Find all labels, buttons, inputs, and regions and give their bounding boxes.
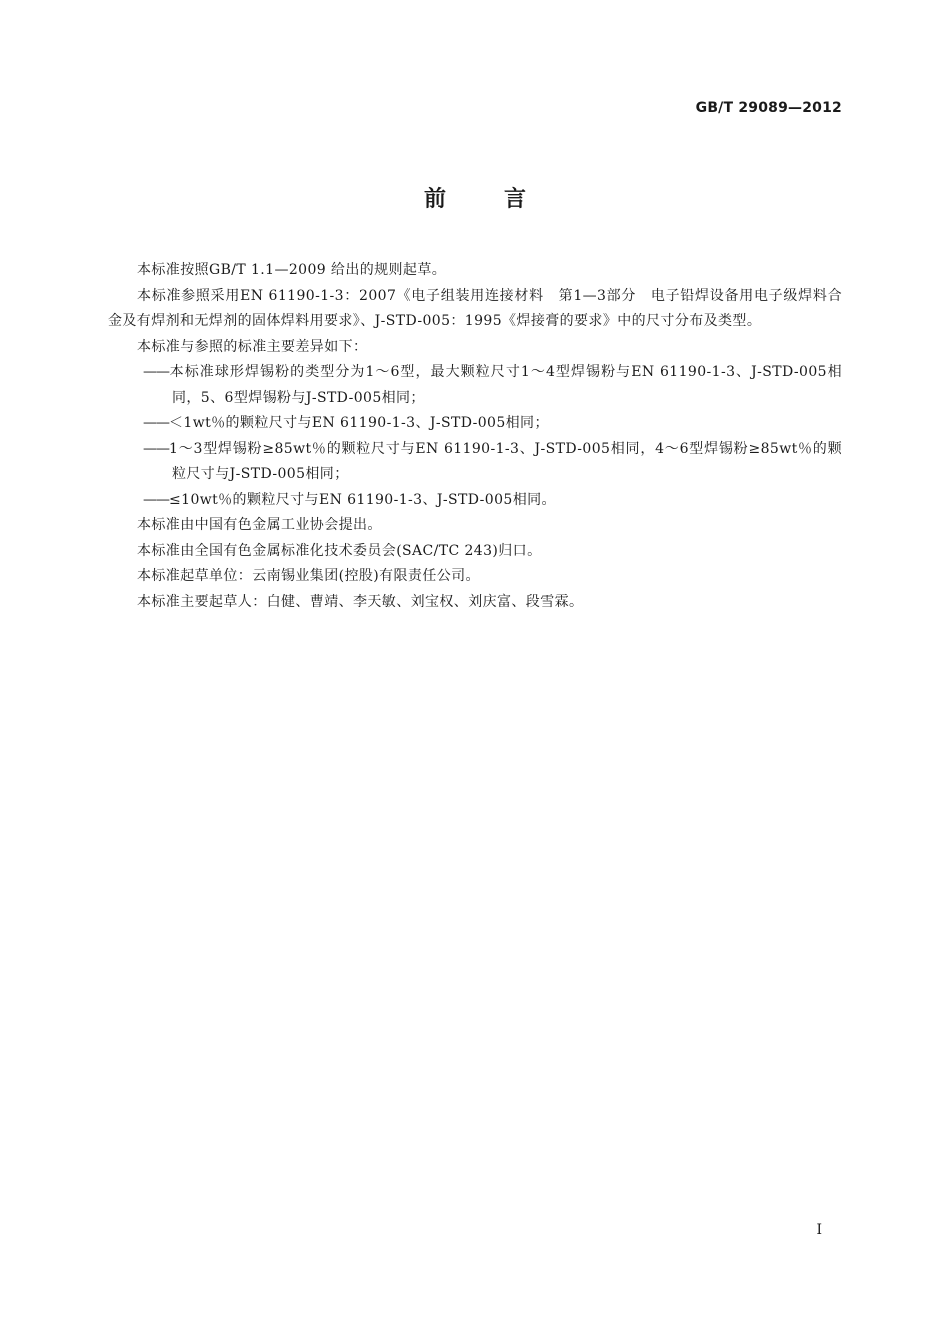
paragraph-differences-intro: 本标准与参照的标准主要差异如下： <box>137 338 368 355</box>
dash-marker: —— <box>143 440 169 457</box>
standard-number: GB/T 29089—2012 <box>695 100 842 116</box>
list-item-text: ＜1wt％的颗粒尺寸与EN 61190-1-3、J-STD-005相同； <box>169 415 549 431</box>
list-item-text: 本标准球形焊锡粉的类型分为1～6型，最大颗粒尺寸1～4型焊锡粉与EN 61190-1-3、J-STD-005相同，5、6型焊锡粉与J-STD-005相同； <box>169 364 842 406</box>
paragraph-reference-standards: 本标准参照采用EN 61190-1-3：2007《电子组装用连接材料 第1—3部分 电子铅焊设备用电子级焊料合金及有焊剂和无焊剂的固体焊料用要求》、J-STD-005：1995《焊接膏的要求》中的尺寸分布及类型。 <box>108 287 842 329</box>
document-body <box>108 258 842 615</box>
dash-marker: —— <box>143 364 169 380</box>
dash-marker: —— <box>143 415 169 431</box>
page-number: I <box>816 1222 822 1238</box>
paragraph-drafting-unit: 本标准起草单位：云南锡业集团(控股)有限责任公司。 <box>137 568 480 584</box>
paragraph-proposer: 本标准由中国有色金属工业协会提出。 <box>137 517 382 533</box>
paragraph-drafting-rules: 本标准按照GB/T 1.1—2009 给出的规则起草。 <box>137 262 447 278</box>
dash-marker: —— <box>143 491 169 508</box>
list-item <box>108 488 842 514</box>
list-item-text: ≤10wt％的颗粒尺寸与EN 61190-1-3、J-STD-005相同。 <box>169 491 556 508</box>
page-title: 前言 <box>423 187 584 212</box>
list-item <box>108 437 842 488</box>
list-item <box>108 360 842 411</box>
list-item <box>108 411 842 437</box>
paragraph-drafters: 本标准主要起草人：白健、曹靖、李天敏、刘宝权、刘庆富、段雪霖。 <box>137 593 584 610</box>
list-item-text: 1～3型焊锡粉≥85wt％的颗粒尺寸与EN 61190-1-3、J-STD-005相同，4～6型焊锡粉≥85wt％的颗粒尺寸与J-STD-005相同； <box>169 440 842 482</box>
paragraph-administrator: 本标准由全国有色金属标准化技术委员会(SAC/TC 243)归口。 <box>137 542 542 559</box>
